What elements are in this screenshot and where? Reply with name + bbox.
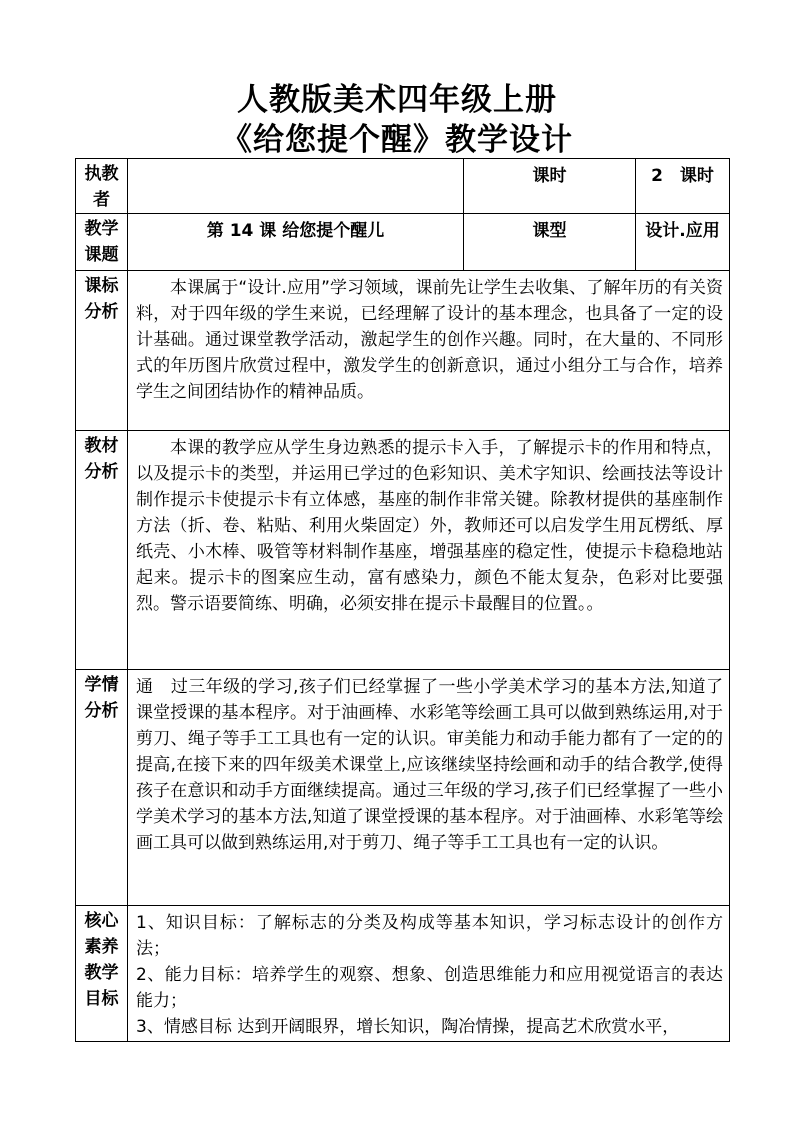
- students-analysis: 通 过三年级的学习,孩子们已经掌握了一些小学美术学习的基本方法,知道了课堂授课的基本程序。对于油画棒、水彩笔等绘画工具可以做到熟练运用,对于剪刀、绳子等手工工具也有一定的认识。审美能力和动手能力都有了一定的的提高,在接下来的四年级美术课堂上,应该继续坚持绘画和动手的结合教学,使得孩子在意识和动手方面继续提高。通过三年级的学习,孩子们已经掌握了一些小学美术学习的基本方法,知道了课堂授课的基本程序。对于油画棒、水彩笔等绘画工具可以做到熟练运用,对于剪刀、绳子等手工工具也有一定的认识。: [128, 670, 730, 906]
- list-item: 2、能力目标：培养学生的观察、想象、创造思维能力和应用视觉语言的表达能力；: [136, 965, 723, 1011]
- table-row: [76, 271, 730, 431]
- lesson-plan-table: [75, 158, 730, 1042]
- students-label: 学情 分析: [76, 670, 128, 906]
- type-label: 课型: [464, 214, 636, 271]
- objectives-label: 核心 素养 教学 目标: [76, 906, 128, 1042]
- type-value: 设计.应用: [636, 214, 730, 271]
- curriculum-label: 课标 分析: [76, 271, 128, 431]
- textbook-analysis: 本课的教学应从学生身边熟悉的提示卡入手，了解提示卡的作用和特点，以及提示卡的类型，并运用已学过的色彩知识、美术字知识、绘画技法等设计制作提示卡使提示卡有立体感，基座的制作非常关键。除教材提供的基座制作方法（折、卷、粘贴、利用火柴固定）外，教师还可以启发学生用瓦楞纸、厚纸壳、小木棒、吸管等材料制作基座，增强基座的稳定性，使提示卡稳稳地站起来。提示卡的图案应生动，富有感染力，颜色不能太复杂，色彩对比要强烈。警示语要简练、明确，必须安排在提示卡最醒目的位置。。: [128, 431, 730, 670]
- table-row: [76, 159, 730, 214]
- table-row: [76, 214, 730, 271]
- table-row: [76, 431, 730, 670]
- curriculum-analysis: 本课属于“设计.应用”学习领域，课前先让学生去收集、了解年历的有关资料，对于四年级的学生来说，已经理解了设计的基本理念，也具备了一定的设计基础。通过课堂教学活动，激起学生的创作兴趣。同时，在大量的、不同形式的年历图片欣赏过程中，激发学生的创新意识，通过小组分工与合作，培养学生之间团结协作的精神品质。: [128, 271, 730, 431]
- period-value: 2 课时: [636, 159, 730, 214]
- teacher-value: [128, 159, 464, 214]
- topic-value: 第 14 课 给您提个醒儿: [128, 214, 464, 271]
- topic-label: 教学 课题: [76, 214, 128, 271]
- table-row: [76, 670, 730, 906]
- page-subtitle: 《给您提个醒》教学设计: [221, 122, 573, 158]
- list-item: 1、知识目标：了解标志的分类及构成等基本知识，学习标志设计的创作方法；: [136, 913, 723, 959]
- table-row: [76, 906, 730, 1042]
- teaching-objectives: [128, 906, 730, 1042]
- page-title: 人教版美术四年级上册: [237, 82, 557, 118]
- period-label: 课时: [464, 159, 636, 214]
- textbook-label: 教材 分析: [76, 431, 128, 670]
- list-item: 3、情感目标 达到开阔眼界，增长知识，陶冶情操，提高艺术欣赏水平，: [136, 1017, 680, 1037]
- teacher-label: 执教 者: [76, 159, 128, 214]
